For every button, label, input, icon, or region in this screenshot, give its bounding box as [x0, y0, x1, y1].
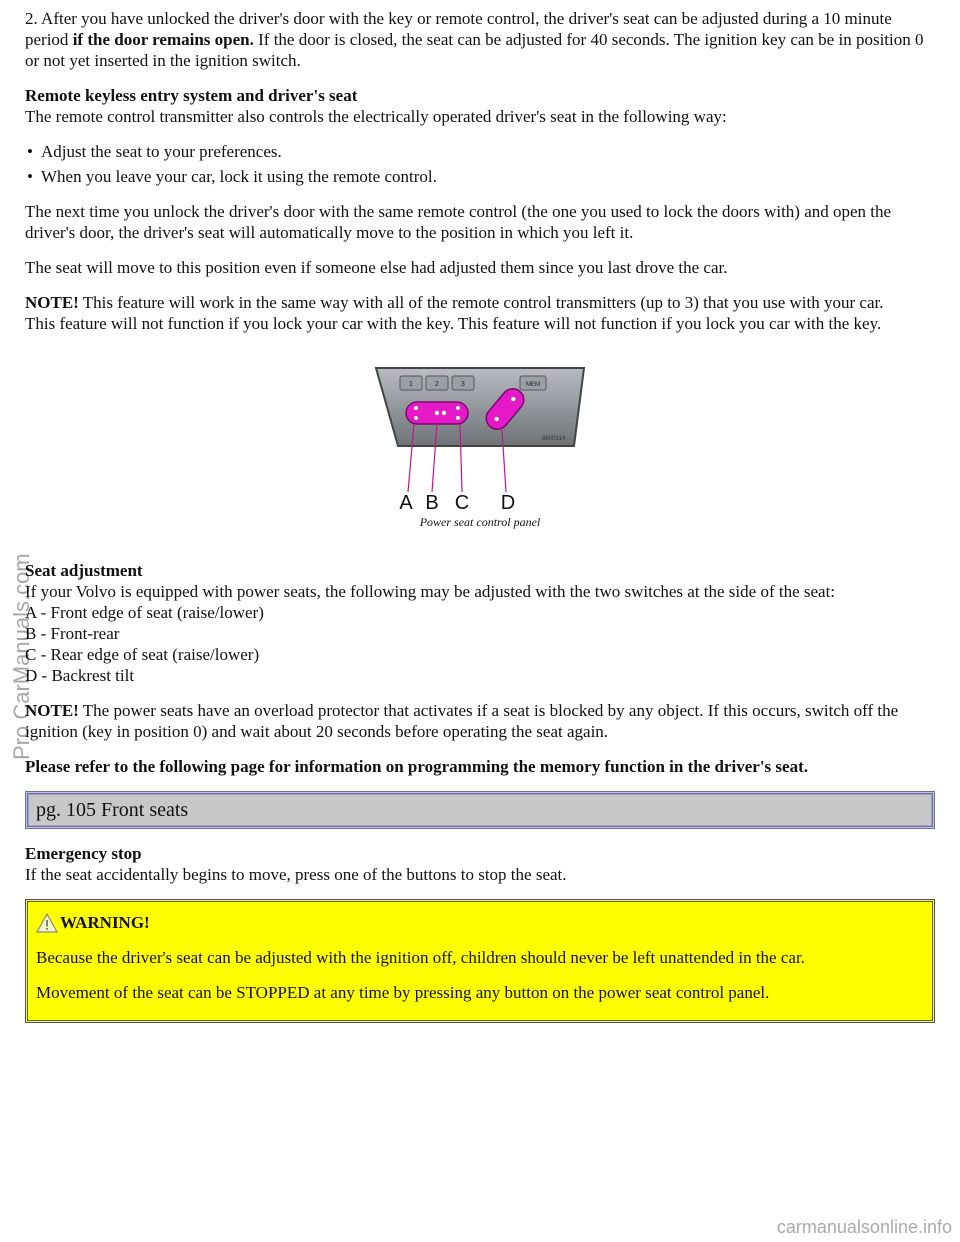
callout-letter-b: B — [425, 492, 439, 514]
seat-adjustment-heading: Seat adjustment — [25, 561, 143, 580]
remote-intro: The remote control transmitter also controls the electrically operated driver's seat in the following way: — [25, 107, 727, 126]
svg-text:MEM: MEM — [526, 382, 540, 388]
bottom-watermark: carmanualsonline.info — [776, 1217, 952, 1237]
list-item: • Adjust the seat to your preferences. — [27, 142, 282, 161]
warning-text-1: Because the driver's seat can be adjusted with the ignition off, children should never be left unattended in the car. — [36, 948, 805, 967]
side-watermark: Pro CarManuals.com — [9, 553, 34, 760]
list-item: • When you leave your car, lock it using the remote control. — [27, 167, 437, 186]
remote-section — [25, 85, 935, 127]
intro-text: 2. After you have unlocked the driver's door with the key or remote control, the driver's seat can be adjusted during a 10 minute period — [25, 9, 892, 49]
warning-text-2: Movement of the seat can be STOPPED at any time by pressing any button on the power seat control panel. — [36, 983, 770, 1002]
note-1-line2: This feature will not function if you lock your car with the key. This feature will not function if you lock you car with the key. — [25, 314, 882, 333]
manual-page — [25, 8, 935, 1023]
intro-bold-text: if the door remains open. — [72, 30, 254, 49]
seat-adjustment-intro: If your Volvo is equipped with power seats, the following may be adjusted with the two switches at the side of the seat: — [25, 582, 836, 601]
warning-triangle-icon — [36, 913, 58, 933]
list-item: A - Front edge of seat (raise/lower) — [25, 603, 264, 622]
remote-bullet-list — [25, 141, 935, 187]
warning-box — [25, 899, 935, 1023]
note-label: NOTE! — [25, 701, 79, 720]
list-item: B - Front-rear — [25, 624, 120, 643]
page-section-bar: pg. 105 Front seats — [25, 791, 935, 829]
remote-move-paragraph: The seat will move to this position even if someone else had adjusted them since you last drove the car. — [25, 258, 728, 277]
list-item: C - Rear edge of seat (raise/lower) — [25, 645, 260, 664]
intro-text-tail: If the door is closed, the seat can be adjusted for 40 seconds. The ignition key can be in position 0 or not yet inserted in the ignition switch. — [25, 30, 924, 70]
svg-text:8600314: 8600314 — [542, 436, 566, 442]
svg-text:3: 3 — [461, 381, 465, 388]
warning-title: WARNING! — [36, 912, 924, 933]
seat-adjustment-section — [25, 560, 935, 686]
figure-caption: Power seat control panel — [419, 515, 541, 529]
note-label: NOTE! — [25, 293, 79, 312]
note-1: NOTE! This feature will work in the same way with all of the remote control transmitters (up to 3) that you use with your car. This feature will not function if you lock your car with the key. This feature will not function if you lock you car with the key. — [25, 293, 884, 333]
power-seat-figure — [25, 364, 935, 560]
bullet-icon: • — [27, 142, 33, 161]
svg-text:2: 2 — [435, 381, 439, 388]
remote-heading: Remote keyless entry system and driver's seat — [25, 86, 358, 105]
bullet-icon: • — [27, 167, 33, 186]
emergency-section: Emergency stop If the seat accidentally begins to move, press one of the buttons to stop the seat. — [25, 844, 567, 884]
svg-text:1: 1 — [409, 381, 413, 388]
list-item: D - Backrest tilt — [25, 666, 135, 685]
callout-letter-c: C — [454, 492, 470, 514]
emergency-heading: Emergency stop — [25, 844, 142, 863]
callout-letter-d: D — [500, 492, 516, 514]
remote-next-paragraph: The next time you unlock the driver's door with the same remote control (the one you used to lock the doors with) and open the driver's door, the driver's seat will automatically move to the position in which you left it. — [25, 202, 892, 242]
refer-paragraph: Please refer to the following page for information on programming the memory function in the driver's seat. — [25, 757, 808, 776]
intro-paragraph — [25, 8, 935, 71]
callout-letter-a: A — [399, 492, 413, 514]
power-seat-panel-illustration — [370, 364, 590, 514]
note-2: NOTE! The power seats have an overload protector that activates if a seat is blocked by any object. If this occurs, switch off the ignition (key in position 0) and wait about 20 seconds before operating the seat again. — [25, 701, 899, 741]
